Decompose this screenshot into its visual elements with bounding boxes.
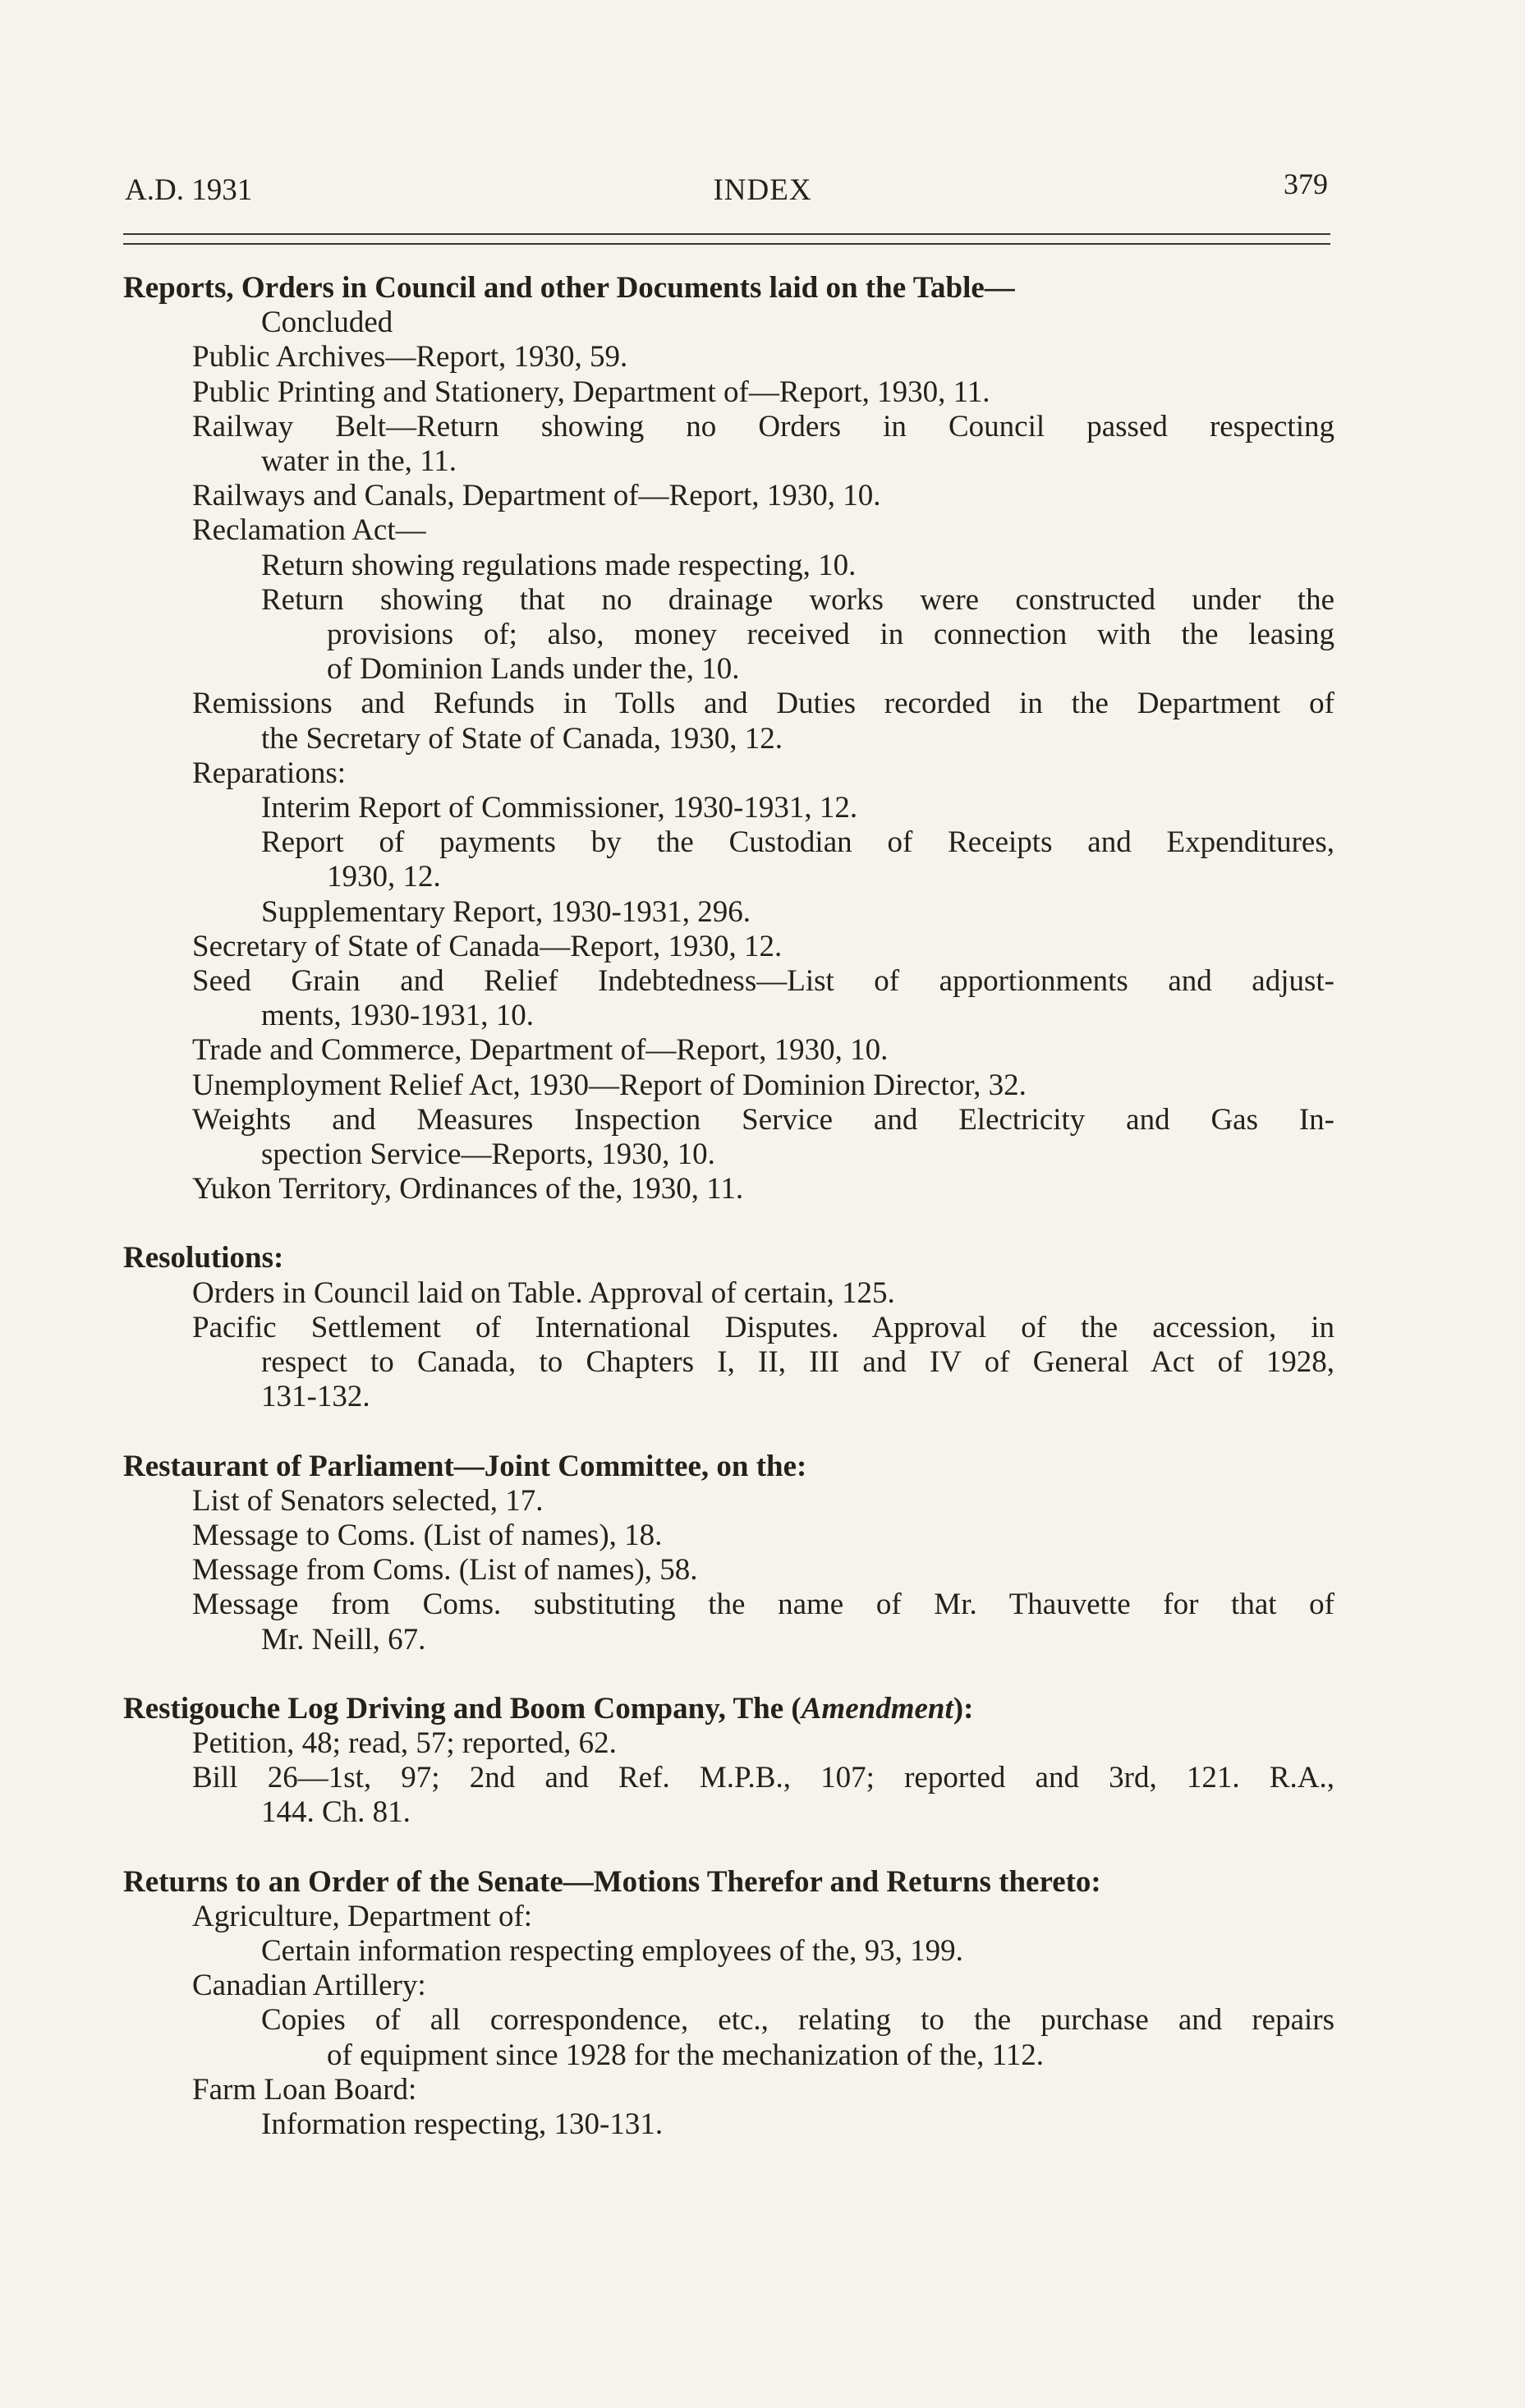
index-subentry-continuation: 1930, 12. xyxy=(327,860,441,894)
index-entry-continuation: water in the, 11. xyxy=(261,444,457,479)
index-entry: Seed Grain and Relief Indebtedness—List of apportionments and adjust- xyxy=(192,964,1334,999)
section-reports xyxy=(123,271,1334,1206)
section-heading: Resolutions: xyxy=(123,1241,284,1275)
section-heading: Reports, Orders in Council and other Documents laid on the Table— xyxy=(123,271,1015,305)
index-entry: Petition, 48; read, 57; reported, 62. xyxy=(192,1726,617,1760)
index-subentry: Copies of all correspondence, etc., relating to the purchase and repairs xyxy=(261,2003,1334,2038)
index-entry: Agriculture, Department of: xyxy=(192,1899,533,1933)
index-subentry: Supplementary Report, 1930-1931, 296. xyxy=(261,894,751,929)
index-subentry-continuation: of Dominion Lands under the, 10. xyxy=(327,652,740,687)
index-entry-continuation: 131-132. xyxy=(261,1380,370,1414)
index-entry: Trade and Commerce, Department of—Report, 1930, 10. xyxy=(192,1033,889,1068)
index-entry: Canadian Artillery: xyxy=(192,1969,426,2003)
index-entry: Railways and Canals, Department of—Report, 1930, 10. xyxy=(192,479,881,513)
index-entry: Weights and Measures Inspection Service and Electricity and Gas In- xyxy=(192,1102,1334,1137)
index-entry: Farm Loan Board: xyxy=(192,2072,417,2107)
heading-text: Restigouche Log Driving and Boom Company, The xyxy=(123,1691,792,1726)
header-title: INDEX xyxy=(713,173,812,207)
index-entry: Message to Coms. (List of names), 18. xyxy=(192,1518,663,1552)
section-returns xyxy=(123,1865,1334,2143)
heading-paren-close: ): xyxy=(953,1691,974,1726)
index-entry: Reclamation Act— xyxy=(192,513,426,548)
index-subentry: Return showing regulations made respecting, 10. xyxy=(261,548,857,582)
page-number: 379 xyxy=(1284,168,1328,200)
index-entry-continuation: the Secretary of State of Canada, 1930, 12. xyxy=(261,721,783,756)
index-subentry: Information respecting, 130-131. xyxy=(261,2107,664,2141)
index-subentry: Certain information respecting employees of the, 93, 199. xyxy=(261,1933,963,1968)
section-heading: Returns to an Order of the Senate—Motions Therefor and Returns thereto: xyxy=(123,1864,1101,1899)
index-entry-continuation: spection Service—Reports, 1930, 10. xyxy=(261,1137,715,1172)
index-entry-continuation: ments, 1930-1931, 10. xyxy=(261,999,534,1033)
index-entry: Public Archives—Report, 1930, 59. xyxy=(192,340,628,375)
heading-paren-open: ( xyxy=(791,1691,802,1726)
header-year: A.D. 1931 xyxy=(125,173,253,207)
continued-label: Concluded xyxy=(261,306,393,340)
index-entry-continuation: 144. Ch. 81. xyxy=(261,1795,411,1830)
index-entry-continuation: Mr. Neill, 67. xyxy=(261,1622,426,1657)
index-entry: Message from Coms. substituting the name of Mr. Thauvette for that of xyxy=(192,1588,1334,1622)
index-subentry: Report of payments by the Custodian of Receipts and Expenditures, xyxy=(261,825,1334,860)
index-entry: List of Senators selected, 17. xyxy=(192,1483,544,1518)
index-subentry: Return showing that no drainage works were constructed under the xyxy=(261,582,1334,617)
index-entry: Secretary of State of Canada—Report, 1930, 12. xyxy=(192,929,783,963)
index-entry-continuation: respect to Canada, to Chapters I, II, III and IV of General Act of 1928, xyxy=(261,1345,1334,1380)
heading-italic: Amendment xyxy=(801,1691,953,1726)
index-entry: Unemployment Relief Act, 1930—Report of Dominion Director, 32. xyxy=(192,1068,1027,1102)
section-resolutions xyxy=(123,1241,1334,1414)
header-rule-bottom xyxy=(123,243,1330,245)
index-subentry-continuation: provisions of; also, money received in connection with the leasing xyxy=(327,618,1334,652)
index-entry: Bill 26—1st, 97; 2nd and Ref. M.P.B., 107; reported and 3rd, 121. R.A., xyxy=(192,1761,1334,1795)
index-entry: Public Printing and Stationery, Department of—Report, 1930, 11. xyxy=(192,375,990,409)
index-entry: Railway Belt—Return showing no Orders in Council passed respecting xyxy=(192,409,1334,443)
section-heading xyxy=(123,1692,1334,1726)
index-entry: Yukon Territory, Ordinances of the, 1930, 11. xyxy=(192,1172,744,1206)
index-subentry: Interim Report of Commissioner, 1930-1931, 12. xyxy=(261,791,858,825)
section-restigouche xyxy=(123,1692,1334,1831)
index-entry: Orders in Council laid on Table. Approval of certain, 125. xyxy=(192,1275,895,1310)
index-entry: Remissions and Refunds in Tolls and Duties recorded in the Department of xyxy=(192,687,1334,721)
section-restaurant xyxy=(123,1450,1334,1657)
index-entry: Pacific Settlement of International Disputes. Approval of the accession, in xyxy=(192,1310,1334,1344)
index-content xyxy=(123,271,1334,2176)
index-subentry-continuation: of equipment since 1928 for the mechanization of the, 112. xyxy=(327,2038,1045,2072)
index-entry: Message from Coms. (List of names), 58. xyxy=(192,1553,698,1588)
header-rule-top xyxy=(123,233,1330,235)
section-heading: Restaurant of Parliament—Joint Committee, on the: xyxy=(123,1449,807,1483)
index-entry: Reparations: xyxy=(192,756,347,790)
